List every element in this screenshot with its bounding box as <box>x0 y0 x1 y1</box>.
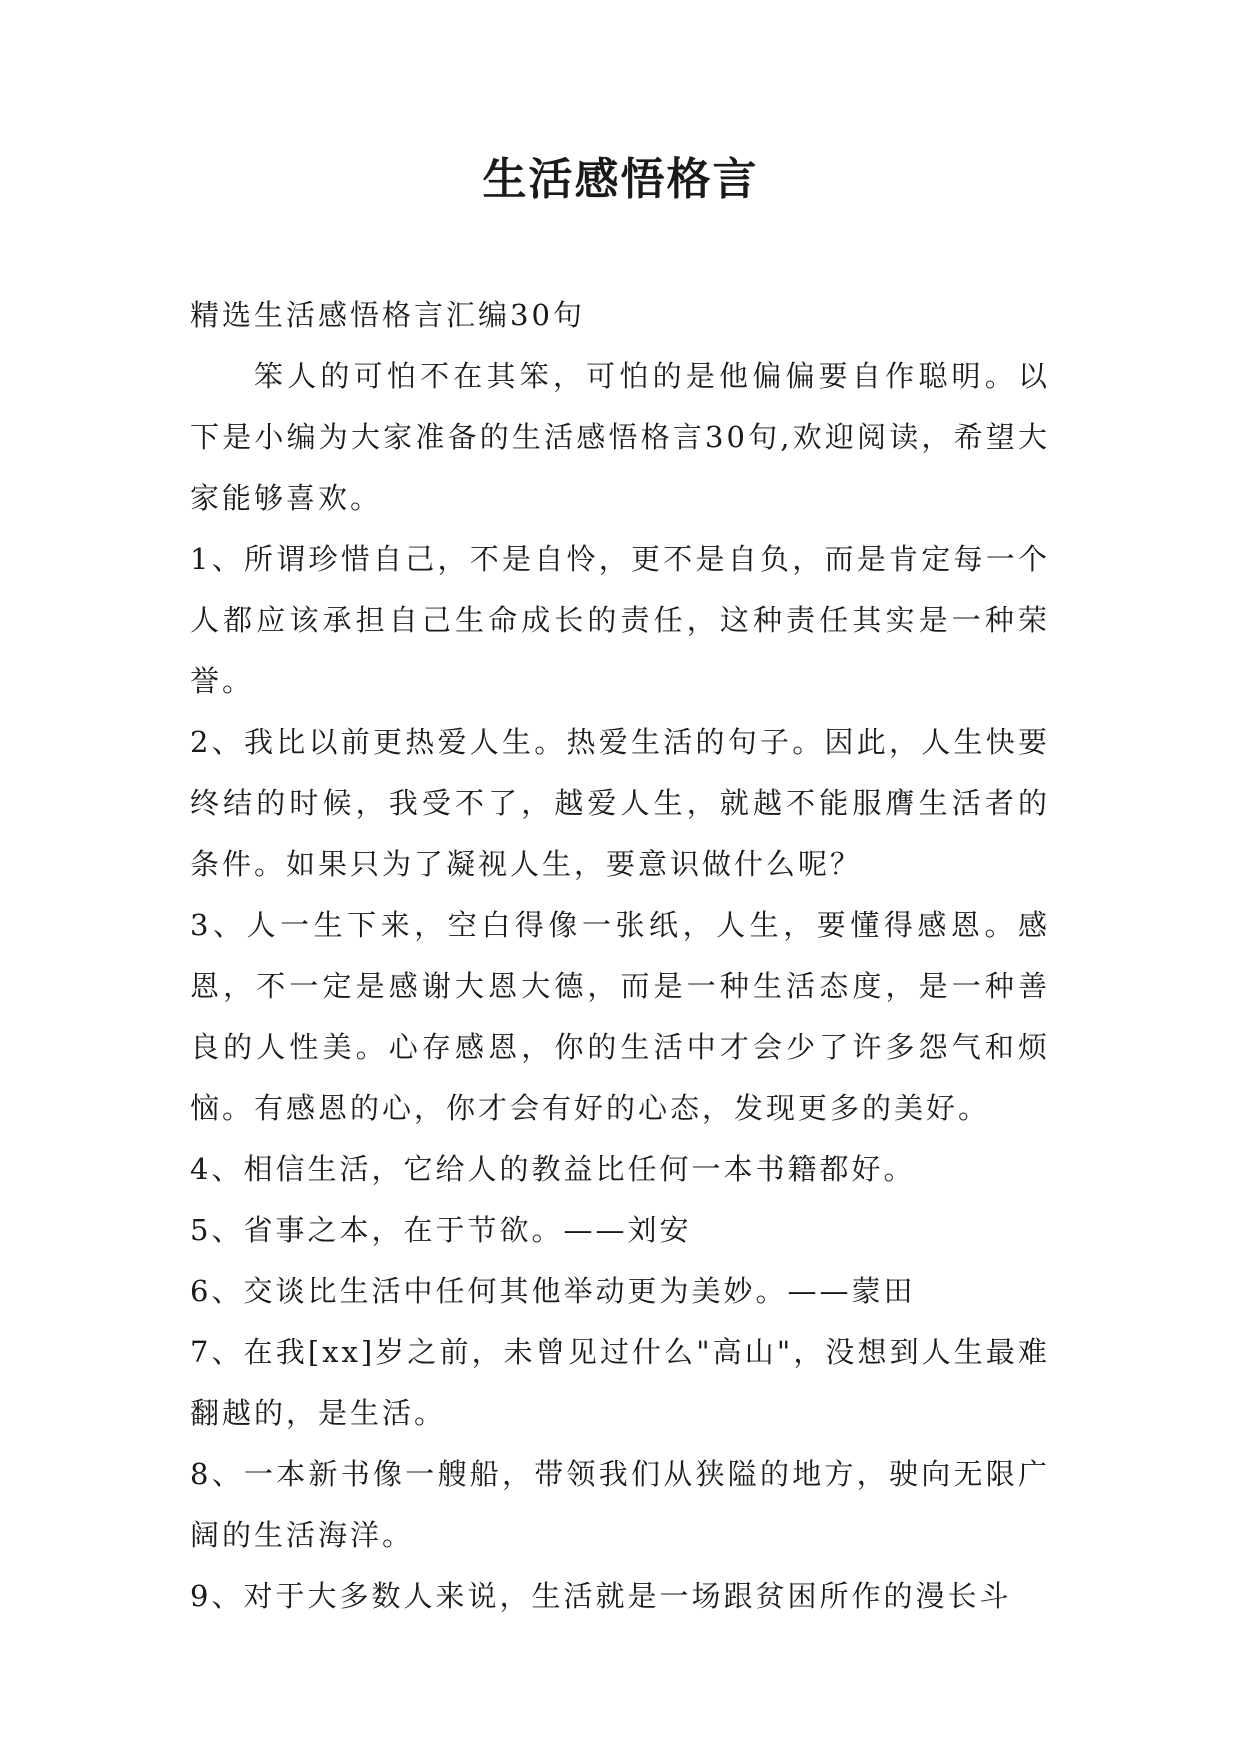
list-item: 8、一本新书像一艘船，带领我们从狭隘的地方，驶向无限广阔的生活海洋。 <box>190 1457 1050 1552</box>
list-item: 4、相信生活，它给人的教益比任何一本书籍都好。 <box>190 1152 916 1186</box>
intro-paragraph: 笨人的可怕不在其笨，可怕的是他偏偏要自作聪明。以下是小编为大家准备的生活感悟格言30句,欢迎阅读，希望大家能够喜欢。 <box>190 359 1050 515</box>
list-item: 6、交谈比生活中任何其他举动更为美妙。——蒙田 <box>190 1274 916 1308</box>
list-item: 9、对于大多数人来说，生活就是一场跟贫困所作的漫长斗 <box>190 1579 1012 1613</box>
subtitle: 精选生活感悟格言汇编30句 <box>190 298 585 332</box>
page-title: 生活感悟格言 <box>482 154 759 205</box>
list-item: 2、我比以前更热爱人生。热爱生活的句子。因此，人生快要终结的时候，我受不了，越爱人生，就越不能服膺生活者的条件。如果只为了凝视人生，要意识做什么呢？ <box>190 725 1050 881</box>
document-body <box>190 285 1050 1627</box>
list-item: 5、省事之本，在于节欲。——刘安 <box>190 1213 692 1247</box>
list-item: 7、在我[xx]岁之前，未曾见过什么"高山"，没想到人生最难翻越的，是生活。 <box>190 1335 1050 1430</box>
list-item: 1、所谓珍惜自己，不是自怜，更不是自负，而是肯定每一个人都应该承担自己生命成长的责任，这种责任其实是一种荣誉。 <box>190 542 1050 698</box>
list-item: 3、人一生下来，空白得像一张纸，人生，要懂得感恩。感恩，不一定是感谢大恩大德，而是一种生活态度，是一种善良的人性美。心存感恩，你的生活中才会少了许多怨气和烦恼。有感恩的心，你才会有好的心态，发现更多的美好。 <box>190 908 1050 1125</box>
